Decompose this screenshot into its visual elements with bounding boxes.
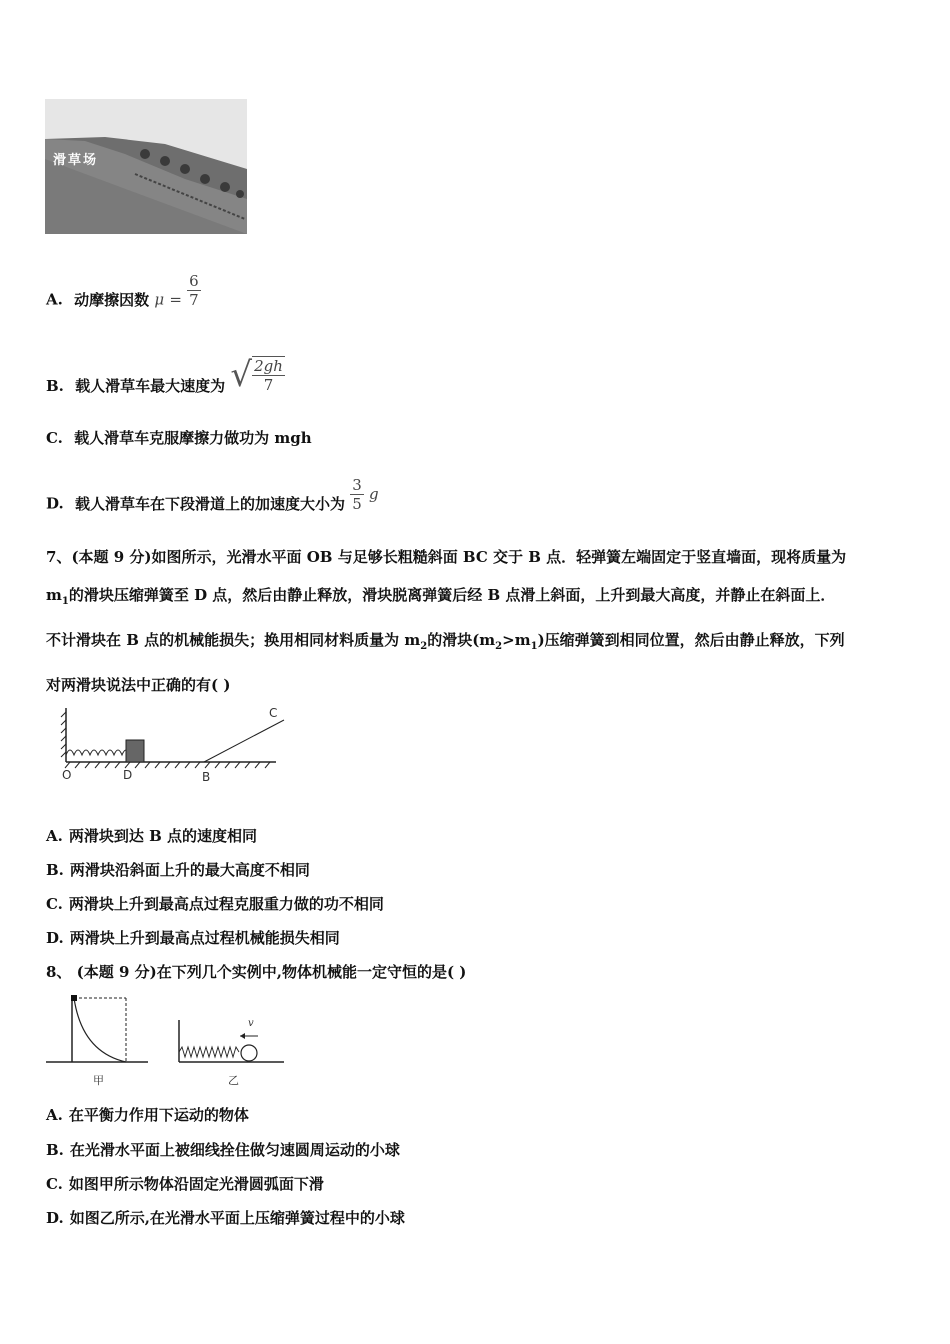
fraction	[187, 272, 201, 309]
option-label: A.	[46, 290, 63, 309]
radical-sign-icon: √	[230, 355, 253, 395]
grass-ski-photo	[45, 99, 247, 234]
q7-line-1	[46, 538, 906, 576]
q8-option-d	[46, 1208, 405, 1228]
option-text: 在光滑水平面上被细线拴住做匀速圆周运动的小球	[69, 1141, 400, 1159]
option-label: B.	[46, 861, 64, 879]
q8-stem: 8、 (本题 9 分)在下列几个实例中,物体机械能一定守恒的是( )	[46, 963, 467, 981]
option-text: 载人滑草车在下段滑道上的加速度大小为	[74, 494, 345, 513]
label-yi: 乙	[228, 1074, 239, 1087]
option-label: D.	[46, 929, 64, 947]
q7-text-3c: >m	[502, 631, 531, 649]
option-label: C.	[46, 895, 63, 913]
option-text: 两滑块沿斜面上升的最大高度不相同	[69, 861, 310, 879]
option-label: A.	[46, 827, 63, 845]
subscript: 1	[61, 596, 69, 607]
q6-option-a	[46, 272, 201, 319]
q7-text-3b: 的滑块(m	[427, 631, 496, 649]
q7-text-2a: m	[46, 586, 62, 604]
q7-line-4: 对两滑块说法中正确的有( )	[46, 676, 231, 694]
q7-text-3d: )压缩弹簧到相同位置，然后由静止释放，下列	[537, 631, 845, 649]
fraction	[252, 356, 285, 394]
option-text: 两滑块上升到最高点过程克服重力做的功不相同	[68, 895, 384, 913]
option-label: C.	[46, 429, 63, 447]
label-o: O	[62, 768, 72, 782]
label-d: D	[123, 768, 133, 782]
q8-option-c	[46, 1174, 324, 1194]
option-text: 如图甲所示物体沿固定光滑圆弧面下滑	[68, 1175, 324, 1193]
fraction-denominator: 7	[263, 376, 274, 394]
q7-text-1: (本题 9 分)如图所示，光滑水平面 OB 与足够长粗糙斜面 BC 交于 B 点．轻弹簧左端固定于竖直墙面，现将质量为	[71, 548, 847, 566]
q6-option-d	[46, 476, 379, 523]
q7-line-2	[46, 576, 906, 621]
q6-option-b	[46, 355, 285, 406]
label-v: v	[248, 1018, 254, 1029]
q8-figures	[44, 992, 294, 1092]
square-root	[230, 356, 284, 394]
q8-option-b	[46, 1140, 400, 1160]
option-text: 如图乙所示,在光滑水平面上压缩弹簧过程中的小球	[69, 1209, 405, 1227]
label-b: B	[202, 770, 211, 784]
option-label: D.	[46, 1209, 64, 1227]
label-jia: 甲	[93, 1074, 104, 1087]
fraction-numerator: 2gh	[254, 357, 283, 375]
option-text: 在平衡力作用下运动的物体	[68, 1106, 249, 1124]
fraction	[350, 476, 364, 513]
q7-line-3	[46, 621, 906, 666]
option-text: 动摩擦因数	[74, 290, 150, 309]
q7-stem	[46, 538, 906, 704]
fraction-denominator: 7	[189, 291, 199, 309]
q7-text-3a: 不计滑块在 B 点的机械能损失；换用相同材料质量为 m	[46, 631, 421, 649]
q7-option-b	[46, 860, 310, 880]
option-text: 载人滑草车克服摩擦力做功为 mgh	[74, 429, 312, 447]
subscript: 2	[420, 641, 428, 652]
option-label: A.	[46, 1106, 63, 1124]
option-label: B.	[46, 1141, 64, 1159]
photo-sign-text: 滑草场	[53, 153, 99, 168]
option-text: 载人滑草车最大速度为	[75, 377, 226, 395]
question-number: 7、	[46, 548, 72, 566]
math-mu: μ	[154, 290, 165, 309]
option-label: C.	[46, 1175, 63, 1193]
math-g: g	[368, 484, 379, 503]
q7-spring-slope-figure	[58, 700, 288, 790]
q7-option-d	[46, 928, 340, 948]
q7-figure-drawing	[58, 700, 288, 790]
q8-figures-drawing	[44, 992, 294, 1092]
q7-text-2b: 的滑块压缩弹簧至 D 点，然后由静止释放，滑块脱离弹簧后经 B 点滑上斜面，上升到最大高度，并静止在斜面上．	[68, 586, 836, 604]
q7-option-a	[46, 826, 257, 846]
fraction-numerator: 6	[189, 272, 199, 290]
option-text: 两滑块到达 B 点的速度相同	[68, 827, 257, 845]
option-label: D.	[46, 494, 64, 513]
fraction-denominator: 5	[352, 495, 362, 513]
subscript: 1	[530, 641, 538, 652]
subscript: 2	[495, 641, 503, 652]
q8-option-a	[46, 1105, 249, 1125]
math-equals: =	[169, 290, 182, 309]
label-c: C	[269, 706, 278, 720]
q7-option-c	[46, 894, 384, 914]
q6-option-c	[46, 428, 312, 448]
option-label: B.	[46, 377, 64, 395]
fraction-numerator: 3	[352, 476, 362, 494]
option-text: 两滑块上升到最高点过程机械能损失相同	[69, 929, 340, 947]
